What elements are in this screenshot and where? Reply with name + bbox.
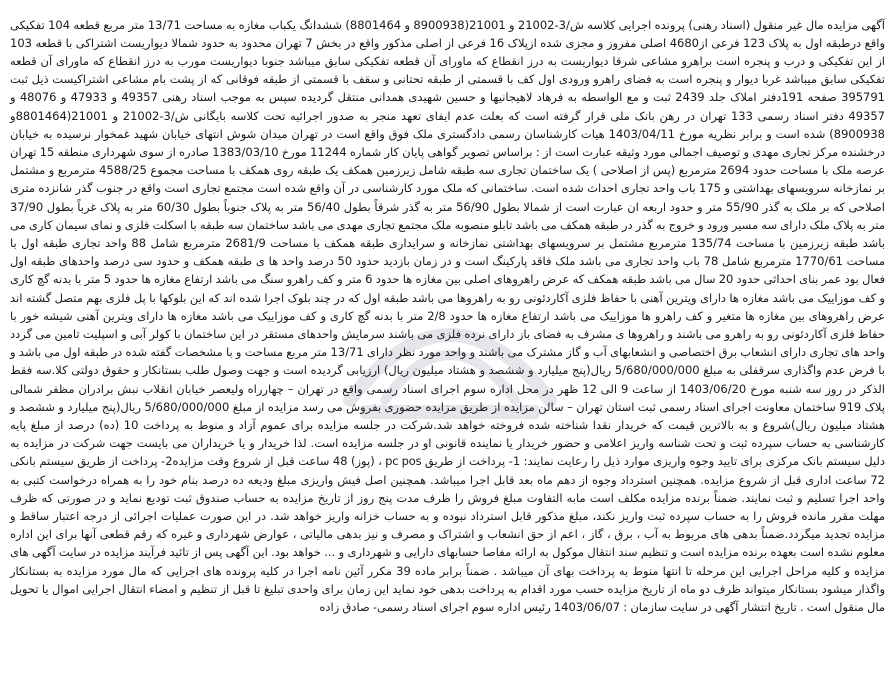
notice-paragraph: آگهی مزایده مال غیر منقول (اسناد رهنی) پرونده اجرایی کلاسه ش/3-21002 و 21001(8900938 و 8801464) ششدانگ یکباب مغازه به مساحت 13/71 متر مربع قطعه 104 تفکیکی واقع درطبقه اول به پلاک 123 فرعی از4680 اصلی مفروز و مجزی شده ازپلاک 16 فرعی از اصلی مذکور واقع در بخش 7 تهران محدود به حدود شمالا دیواریست اشتراکی با قطعه 103 از این تفکیکی و درب و پنجره است براهرو مشاعی شرقا دیواریست به درز انقطاع که ماورای آن قطعه تفکیکی سابق میباشد جنوبا دیواریست مورب به درز انقطاع که ماورای آن قطعه تفکیکی سابق میباشد غربا دیوار و پنجره است به فضای راهرو ورودی اول کف با قسمتی از طبقه تحتانی و سقف با قسمتی از طبقه فوقانی که از پشت بام مشاعی اشتراکیست ذیل ثبت 395791 صفحه 191دفتر املاک جلد 2439 ثبت و مع الواسطه به فرهاد لاهیجانیها و حسین شهیدی همدانی منتقل گردیده سپس به موجب اسناد رهنی 49357 و 47933 و 48076 و 49357 دفتر اسناد رسمی 133 تهران در رهن بانک ملی قرار گرفته است که بعلت عدم ایفای تعهد منجر به صدور اجرائیه تحت کلاسه بایگانی ش/3-21002 و 21001(8801464و 8900938) شده است و برابر نظریه مورخ 1403/04/11 هیات کارشناسان رسمی دادگستری ملک فوق واقع است در تهران میدان شوش انتهای خیابان شهید غمخوار نرسیده به خیابان درخشنده مرکز تجاری مهدی و توصیف اجمالی مورد وثیقه عبارت است از : براساس تصویر گواهی پایان کار شماره 11244 مورخ 1383/03/10 صادره از سوی شهرداری منطقه 15 تهران عرصه ملک با مساحت حدود 2694 مترمربع (پس از اصلاحی ) یک ساختمان تجاری سه طبقه شامل زیرزمین همکف یک طبقه روی همکف با مساحت مجموع 4588/25 مترمربع و مشتمل بر نمازخانه سرویسهای بهداشتی و 175 باب واحد تجاری احداث شده است. ساختمانی که ملک مورد کارشناسی در آن واقع شده است مجتمع تجاری است واقع در جنوب گذر شانزده متری اصلاحی که بر ملک به گذر 55/90 متر و حدود اربعه ان عبارت است از شمالا بطول 56/90 متر به گذر شرقاً بطول 56/40 متر به پلاک جنوباً بطول 60/30 متر به پلاک غرباً بطول 37/90 متر به پلاک ملک دارای سه مسیر ورود و خروج به گذر در طبقه همکف می باشد تابلو منصوبه ملک مجتمع تجاری مهدی می باشد ساختمان سه طبقه با اسکلت فلزی و نمای سیمان کاری می باشد طبقه زیرزمین با مساحت 135/74 مترمربع مشتمل بر سرویسهای بهداشتی نمازخانه و سرایداری طبقه همکف با مساحت 2681/9 مترمربع شامل 88 واحد تجاری طبقه اول با مساحت 1770/61 مترمربع شامل 78 باب واحد تجاری می باشد ملک فاقد پارکینگ است و در زمان بازدید حدود 50 درصد واحد ها ی طبقه همکف و حدود سی درصد واحدهای طبقه اول فعال بود عمر بنای احداثی حدود 20 سال می باشد طبقه همکف که عرض راهروهای اصلی بین مغازه ها حدود 6 متر و کف راهرو سنگ می باشد ارتفاع مغازه ها حدود 5 متر با بدنه گچ کاری و کف موزاییک می باشد مغازه ها دارای ویترین آهنی با حفاظ فلزی آکاردئونی رو به راهروها می باشد طبقه اول که در چند بلوک اجرا شده اند که این بلوکها با پل فلزی بهم متصل گشته اند عرض راهروهای بین مغازه ها متغیر و کف راهرو ها موزاییک می باشد ارتفاع مغازه ها حدود 2/8 متر با بدنه گچ کاری و کف موزاییک می باشد مغازه ها دارای ویترین آهنی شیشه خور با حفاظ فلزی آکاردئونی رو به راهرو می باشند و راهروها ی مشرف به فضای باز دارای نرده فلزی می باشند سرمایش واحدهای مستقر در این ساختمان با کولر آبی و اسپلیت تامین می گردد واحد های تجاری دارای انشعاب برق اختصاصی و انشعابهای آب و گاز مشترک می باشند و واحد مورد نظر دارای 13/71 متر مربع مساحت و با مشخصات گفته شده در طبقه اول می باشد و با فرض عدم واگذاری سرقفلی به مبلغ 5/680/000/000 ریال(پنج میلیارد و ششصد و هشتاد میلیون ریال) ارزیابی گردیده است و جهت وصول طلب بستانکار و حقوق دولتی کلا.سه فقط الذکر در روز سه شنبه مورخ 1403/06/20 از ساعت 9 الی 12 ظهر در محل اداره سوم اجرای اسناد رسمی واقع در تهران – چهارراه ولیعصر خیابان انقلاب نبش برادران مظفر شمالی پلاک 919 ساختمان معاونت اجرای اسناد رسمی ثبت استان تهران – سالن مزایده از طریق مزایده حضوری بفروش می رسد مزایده از مبلغ 5/680/000/000 ریال(پنج میلیارد و ششصد و هشتاد میلیون ریال)شروع و به بالاترین قیمت که خریدار نقدا شناخته شده فروخته خواهد شد.شرکت در جلسه مزایده برای عموم آزاد و منوط به پرداخت 10 (ده) درصد از مبلغ پایه کارشناسی به حساب سپرده ثبت و تحت شناسه واریز اعلامی و حضور خریدار یا نماینده قانونی او در جلسه مزایده است. لذا خریدار و یا خریداران می بایست جهت شرکت در مزایده به دلیل سیستم بانک مرکزی برای تایید وجوه واریزی موارد ذیل را رعایت نمایند: 1- پرداخت از طریق pc pos ، (پوز) 48 ساعت قبل از شروع وقت مزایده2- پرداخت از طریق سیستم بانکی 72 ساعت اداری قبل از شروع مزایده. همچنین استرداد وجوه از دهم ماه بعد قابل اجرا میباشد. همچنین اصل فیش واریزی مبلغ ودیعه ده درصد بنام خود را به همراه درخواست کتبی به واحد اجرا تسلیم و ثبت نمایند. ضمناً برنده مزایده مکلف است مابه التفاوت مبلغ فروش را ظرف مدت پنج روز از تاریخ مزایده به حساب صندوق ثبت تودیع نماید و در صورتی که ظرف مهلت مقرر مانده فروش را به حساب سپرده ثبت واریز نکند، مبلغ مذکور قابل استرداد نبوده و به حساب خزانه واریز خواهد شد. در این صورت عملیات اجرائی از درجه اعتبار ساقط و مزایده تجدید میگردد.ضمناً بدهی های مربوط به آب ، برق ، گاز ، اعم از حق انشعاب و اشتراک و مصرف و نیز بدهی مالیاتی ، عوارض شهرداری و غیره که رقم قطعی آنها برای این اداره معلوم نشده است بعهده برنده مزایده است و تنظیم سند انتقال موکول به ارائه مفاصا حسابهای دارایی و شهرداری و ... خواهد بود. این آگهی پس از تائید فرآیند مزایده در سایت آگهی های مزایده و کلیه مراحل اجرایی این مرحله تا انتها منوط به پرداخت بهای آن میباشد . ضمناً برابر ماده 39 مکرر آئین نامه اجرا در کلیه پرونده های اجرایی که مال مورد مزایده به بستانکار واگذار میشود بستانکار میتواند ظرف دو ماه از تاریخ مزایده حسب مورد اقدام به پرداخت بدهی خود نماید این زمان برای واحدی تبلیغ تا قبل از تنظیم و امضاء انتقال اجرایی اموال یا تحویل مال منقول است . تاریخ انتشار آگهی در سایت سازمان : 1403/06/07 رئیس اداره سوم اجرای اسناد رسمی- صادق زاده	[10, 17, 886, 614]
